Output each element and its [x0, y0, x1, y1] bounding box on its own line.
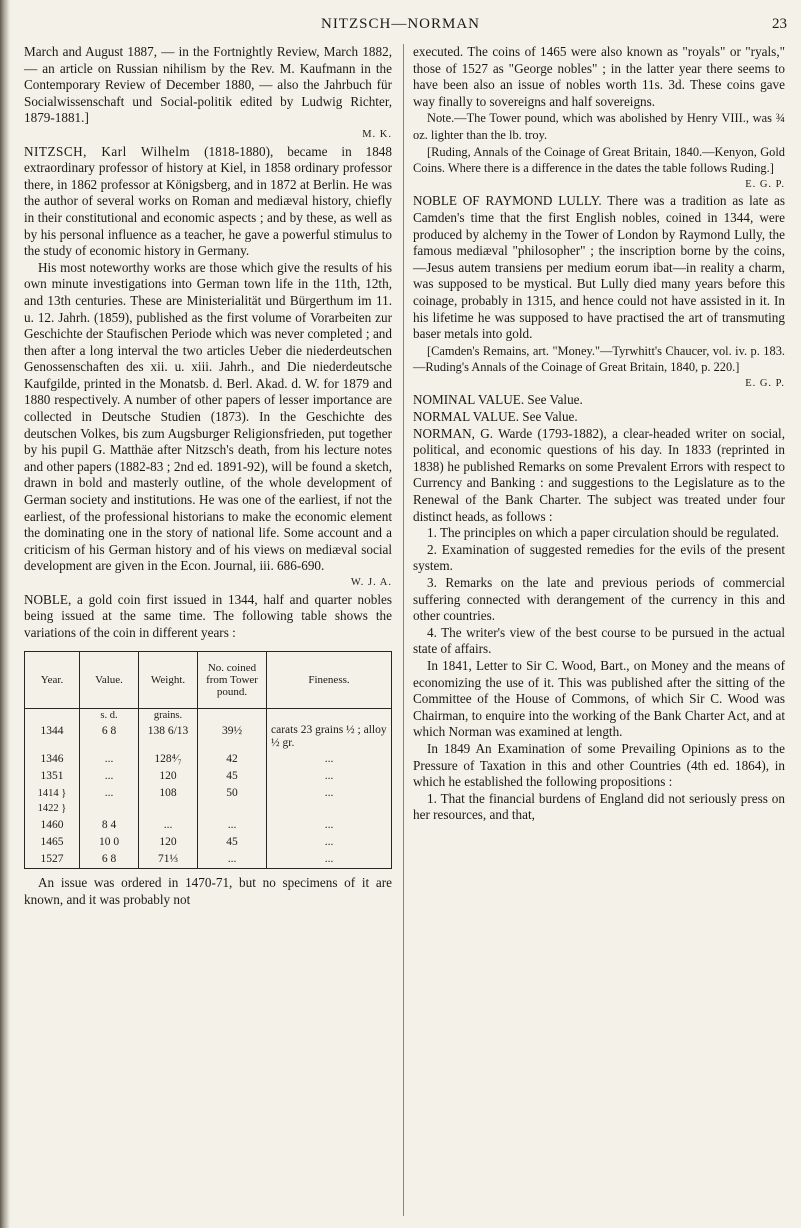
list-item: 4. The writer's view of the best course to be pursued in the actual state of affairs. — [413, 624, 785, 657]
signature-wja: W. J. A. — [350, 577, 392, 588]
paragraph-1841: In 1841, Letter to Sir C. Wood, Bart., on Money and the means of economizing the use of it. This was published after the sitting of the Committee of the House of Commons, of which Sir C. Wood was Chairman, to enquire into the working of the Bank Charter Act, and at which Norman was examined at length. — [413, 657, 785, 740]
page-binding-shadow — [0, 0, 10, 1228]
table-header-row — [25, 652, 392, 709]
entry-nitzsch-body: (1818-1880), became in 1848 extraordinary professor of history at Kiel, in 1858 ordinary professor there, in 1862 professor at Königsberg, and in 1872 at Berlin. He was the author of several works on Roman and mediæval history, chiefly in their constitutional and economic aspects ; and by these, as well as by his personal influence as a teacher, he gave a powerful stimulus to the study of economic history in Germany. — [24, 143, 392, 259]
reference-camden: [Camden's Remains, art. "Money."—Tyrwhitt's Chaucer, vol. iv. p. 183.—Ruding's Annals of the Coinage of Great Britain, 1840, p. 220.] — [413, 343, 785, 375]
table-row: 1351 ... 120 45 ... — [25, 768, 392, 785]
paragraph-1849: In 1849 An Examination of some Prevailing Opinions as to the Pressure of Taxation in this and other Countries (4th ed. 1864), in which he established the following propositions : — [413, 740, 785, 790]
entry-lully: NOBLE OF RAYMOND LULLY. There was a tradition as late as Camden's time that the first English nobles, coined in 1344, were produced by alchemy in the Tower of London by Raymond Lully, the famous mediæval "philosopher" ; the inscription borne by the coins,—Jesus autem transiens per medium eorum ibat—in reality a charm, was supposed to be mystical. But Lully died many years before this coinage, probably in 1315, and hence could not have assisted in it. In his lifetime he was supposed to have practised the art of transmuting baser metals into gold. — [413, 193, 785, 342]
proposition-1: 1. That the financial burdens of England did not seriously press on her resources, and that, — [413, 790, 785, 823]
list-item: 3. Remarks on the late and previous periods of commercial suffering connected with derangement of the currency in this and other countries. — [413, 575, 785, 624]
page-number: 23 — [772, 16, 787, 32]
col-header-value: Value. — [80, 652, 139, 709]
table-row: 1344 6 8 138 6/13 39½ carats 23 grains ½ ; alloy ½ gr. — [25, 723, 392, 751]
list-item: 1. The principles on which a paper circulation should be regulated. — [427, 525, 780, 541]
unit-value: s. d. — [80, 709, 139, 724]
col-header-coined: No. coined from Tower pound. — [198, 652, 267, 709]
table-unit-row — [25, 709, 392, 724]
paragraph-nitzsch-works: His most noteworthy works are those which give the results of his own minute investigations into German town life in the 11th, 12th, and 13th centuries. These are Ministerialität und Bürgerthum im 11. u. 12. Jahrh. (1859), published as the first volume of Vorarbeiten zur Geschichte der Staufischen Periode which was never completed ; and then after a long interval the two articles Ueber die niederdeutschen Genossenschaften des xii. u. xiii. Jahrh., and Die niederdeutsche Kaufgilde, printed in the Monatsb. d. Berl. Akad. d. W. for 1879 and 1880 respectively. A number of other papers of lesser importance are collected in Deutsche Studien (1873). In the Geschichte des deutschen Volkes, bis zum Augsburger Religionsfrieden, put together by his pupil G. Matthäe after Nitzsch's death, from his lecture notes and other papers (1882-83 ; 2nd ed. 1891-92), will be found a sketch, drawn in bold and masterly outline, of the whole development of German society and institutions. He was one of the earliest, if not the earliest, of the professional historians to make the economic element the dominating one in the story of national life. Some account and a criticism of his German history and of his views on mediæval social development are given in the Econ. Journal, iii. 686-690. — [24, 259, 392, 574]
paragraph-after-table: An issue was ordered in 1470-71, but no specimens of it are known, and it was probably not — [24, 875, 392, 907]
signature-mk: M. K. — [362, 128, 392, 140]
column-divider — [403, 44, 404, 1216]
page-header — [0, 10, 801, 40]
entry-norman: NORMAN, G. Warde (1793-1882), a clear-headed writer on social, political, and economic questions of his day. In 1833 (reprinted in 1838) he published Remarks on some Prevalent Errors with respect to Currency and Banking : and suggestions to the Legislature as to the Renewal of the Bank Charter. The subject was treated under four distinct heads, as follows : — [413, 425, 785, 524]
table-row: 1346 ... 128⁴⁄₇ 42 ... — [25, 751, 392, 768]
entry-normal-value: NORMAL VALUE. See Value. — [413, 409, 578, 425]
coin-variations-table — [24, 651, 392, 869]
unit-weight: grains. — [139, 709, 198, 724]
col-header-fineness: Fineness. — [267, 652, 392, 709]
col-header-weight: Weight. — [139, 652, 198, 709]
list-item: 2. Examination of suggested remedies for the evils of the present system. — [413, 541, 785, 574]
table-row: 1527 6 8 71⅓ ... ... — [25, 851, 392, 869]
reference-ruding: [Ruding, Annals of the Coinage of Great Britain, 1840.—Kenyon, Gold Coins. Where there is a difference in the dates the table follows Ruding.] — [413, 144, 785, 176]
signature-egp-2: E. G. P. — [745, 377, 785, 389]
table-row: 1414 } 1422 } ... 108 50 ... — [25, 785, 392, 817]
table-row: 1465 10 0 120 45 ... — [25, 834, 392, 851]
entry-heading-nitzsch: NITZSCH, Karl Wilhelm — [24, 143, 191, 159]
col-header-year: Year. — [25, 652, 80, 709]
entry-noble: NOBLE, a gold coin first issued in 1344, half and quarter nobles being issued at the same time. The following table shows the variations of the coin in different years : — [24, 591, 392, 640]
entry-nominal-value: NOMINAL VALUE. See Value. — [413, 392, 583, 408]
note-tower-pound: Note.—The Tower pound, which was abolished by Henry VIII., was ¾ oz. lighter than the lb. troy. — [413, 111, 785, 142]
signature-egp-1: E. G. P. — [745, 178, 785, 190]
right-column — [413, 44, 785, 824]
paragraph-continuation: executed. The coins of 1465 were also known as "royals" or "ryals," those of 1527 as "George nobles" ; in the latter year there seems to have been also an issue of nobles worth 11s. 3d. These coins gave way finally to sovereigns and half sovereigns. — [413, 44, 785, 109]
entry-nitzsch — [24, 144, 392, 260]
paragraph-intro: March and August 1887, — in the Fortnightly Review, March 1882, — an article on Russian nihilism by the Rev. M. Kaufmann in the Contemporary Review of December 1880, — also the Jahrbuch für Socialwissenschaft und Social-politik edited by Ludwig Richter, 1879-1881.] — [24, 44, 392, 126]
running-head: NITZSCH—NORMAN — [320, 16, 480, 32]
left-column — [24, 44, 392, 909]
norman-heads-list — [413, 525, 785, 658]
table-row: 1460 8 4 ... ... ... — [25, 817, 392, 834]
